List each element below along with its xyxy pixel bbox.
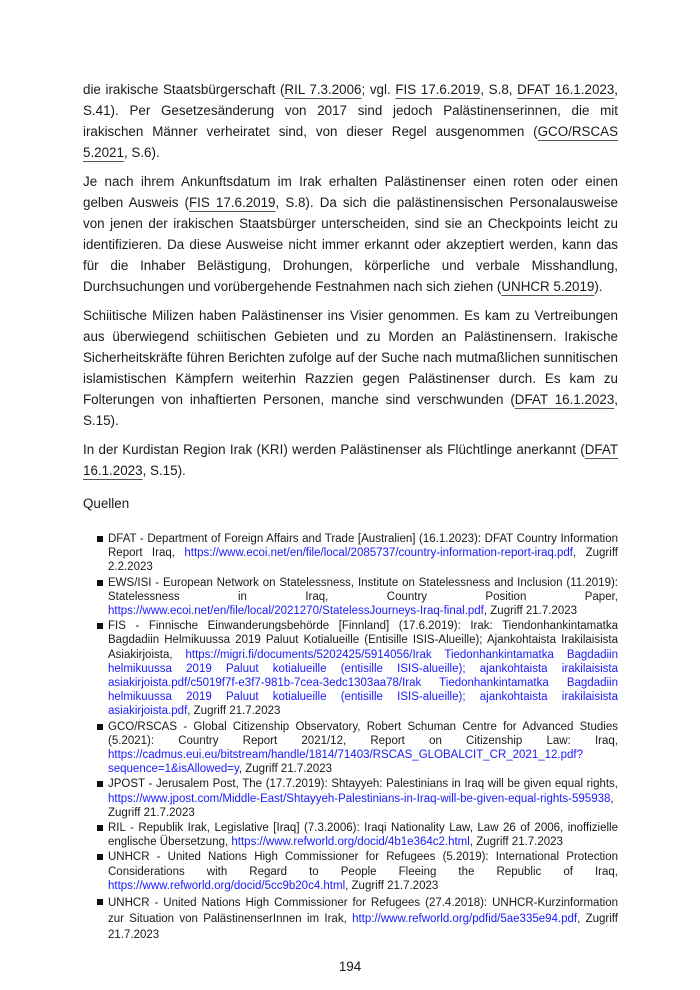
bullet-icon xyxy=(97,580,103,586)
text-segment: , Zugriff 21.7.2023 xyxy=(469,836,563,849)
source-url-link[interactable]: https://migri.fi/documents/5202425/5914056/Irak Tiedonhankintamatka Bagdadiin helmikuussa 2019 Paluut kotialueille (entisille ISIS-alueille); ajankohtaista irakilaisista asiakirjoista.pdf/c5019f7f-e3f7-981b-7cea-3edc1303aa78/Irak Tiedonhankintamatka Bagdadiin helmikuussa 2019 Paluut kotialueille (entisille ISIS-alueille); ajankohtaista irakilaisista asiakirjoista.pdf xyxy=(108,648,618,718)
text-segment: , Zugriff 21.7.2023 xyxy=(238,763,332,776)
source-url-link[interactable]: https://www.refworld.org/docid/5cc9b20c4.html xyxy=(108,879,346,892)
source-item xyxy=(108,720,618,777)
text-segment: , Zugriff 21.7.2023 xyxy=(345,879,439,892)
text-segment: JPOST - Jerusalem Post, The (17.7.2019): Shtayyeh: Palestinians in Iraq will be given equal rights, xyxy=(108,778,618,791)
text-segment: , S.6). xyxy=(123,145,160,160)
text-segment: DFAT - Department of Foreign Affairs and Trade [Australien] (16.1.2023): DFAT Country Information Report Iraq, xyxy=(108,533,618,560)
source-item xyxy=(108,850,618,893)
text-segment: , Zugriff 2.2.2023 xyxy=(108,547,619,574)
source-item xyxy=(108,576,618,619)
sources-list xyxy=(83,532,618,943)
body-text xyxy=(83,79,618,481)
source-url-link[interactable]: https://www.jpost.com/Middle-East/Shtayyeh-Palestinians-in-Iraq-will-be-given-equal-rights-595938 xyxy=(108,792,611,805)
bullet-icon xyxy=(97,781,103,787)
paragraph xyxy=(83,439,618,481)
source-url-link[interactable]: https://cadmus.eui.eu/bitstream/handle/1814/71403/RSCAS_GLOBALCIT_CR_2021_12.pdf?sequence=1&isAllowed=y xyxy=(108,749,583,776)
text-segment: , Zugriff 21.7.2023 xyxy=(483,605,578,618)
text-segment: , S.15). xyxy=(142,463,186,478)
text-segment: FIS - Finnische Einwanderungsbehörde [Finnland] (17.6.2019): Irak: Tiendonhankintamatka Bagdadiin Helmikuussa 2019 Paluut Kotialueille (Entisille ISIS-Alueille); Ajankohtaista Irakilaisista Asiakirjoista, xyxy=(108,620,618,661)
paragraph xyxy=(83,79,618,163)
citation-link[interactable]: GCO/RSCAS 5.2021 xyxy=(83,124,618,160)
source-url-link[interactable]: https://www.ecoi.net/en/file/local/2085737/country-information-report-iraq.pdf xyxy=(184,547,574,560)
paragraph xyxy=(83,171,618,297)
text-segment: , S.41). Per Gesetzesänderung von 2017 sind jedoch Palästinenserinnen, die mit irakischen Männer verheiratet sind, von dieser Regel ausgenommen ( xyxy=(83,82,619,139)
page-content xyxy=(83,79,618,944)
text-segment: Je nach ihrem Ankunftsdatum im Irak erhalten Palästinenser einen roten oder einen gelben Ausweis ( xyxy=(83,174,618,210)
text-segment: GCO/RSCAS - Global Citizenship Observatory, Robert Schuman Centre for Advanced Studies (5.2021): Country Report 2021/12, Report on Citizenship Law: Iraq, xyxy=(108,720,618,747)
sources-heading: Quellen xyxy=(83,496,130,511)
text-segment: ; vgl. xyxy=(361,82,396,97)
source-item xyxy=(108,777,618,820)
text-segment: Schiitische Milizen haben Palästinenser ins Visier genommen. Es kam zu Vertreibungen aus überwiegend schiitischen Gebieten und zu Morden an Palästinensern. Irakische Sicherheitskräfte führen Berichten zufolge auf der Suche nach mutmaßlichen sunnitischen islamistischen Kämpfern weiterhin Razzien gegen Palästinenser durch. Es kam zu Folterungen von inhaftierten Personen, manche sind verschwunden ( xyxy=(83,308,618,407)
text-segment: , S.8). Da sich die palästinensischen Personalausweise von jenen der irakischen Staatsbürger unterscheiden, sind sie an Checkpoints leicht zu identifizieren. Da diese Ausweise nicht immer erkannt oder akzeptiert werden, kann das für die Inhaber Belästigung, Drohungen, körperliche und verbale Misshandlung, Durchsuchungen und vorübergehende Festnahmen nach sich ziehen ( xyxy=(83,195,619,294)
citation-link[interactable]: DFAT 16.1.2023 xyxy=(514,392,615,407)
text-segment: RIL - Republik Irak, Legislative [Iraq] (7.3.2006): Iraqi Nationality Law, Law 26 of 2006, inoffizielle englische Übersetzung, xyxy=(108,822,618,849)
text-segment: In der Kurdistan Region Irak (KRI) werden Palästinenser als Flüchtlinge anerkannt ( xyxy=(83,442,585,457)
source-item xyxy=(108,619,618,718)
citation-link[interactable]: FIS 17.6.2019 xyxy=(189,195,276,210)
text-segment: , Zugriff 21.7.2023 xyxy=(187,705,281,718)
page-number: 194 xyxy=(338,959,362,974)
text-segment: , S.15). xyxy=(83,392,619,428)
bullet-icon xyxy=(97,854,103,860)
bullet-icon xyxy=(97,536,103,542)
citation-link[interactable]: FIS 17.6.2019 xyxy=(395,82,481,97)
source-url-link[interactable]: https://www.ecoi.net/en/file/local/2021270/StatelessJourneys-Iraq-final.pdf xyxy=(108,605,484,618)
text-segment: , Zugriff 21.7.2023 xyxy=(108,913,618,942)
text-segment: die irakische Staatsbürgerschaft ( xyxy=(83,82,285,97)
bullet-icon xyxy=(97,899,103,905)
citation-link[interactable]: DFAT 16.1.2023 xyxy=(517,82,615,97)
text-segment: UNHCR - United Nations High Commissioner for Refugees (27.4.2018): UNHCR-Kurzinformation zur Situation von PalästinenserInnen im Irak, xyxy=(108,897,618,926)
citation-link[interactable]: UNHCR 5.2019 xyxy=(501,279,595,294)
text-segment: UNHCR - United Nations High Commissioner for Refugees (5.2019): International Protection Considerations with Regard to People Fleeing the Republic of Iraq, xyxy=(108,851,618,878)
text-segment: ). xyxy=(594,279,603,294)
citation-link[interactable]: RIL 7.3.2006 xyxy=(284,82,362,97)
bullet-icon xyxy=(97,825,103,831)
paragraph xyxy=(83,305,618,431)
citation-link[interactable]: DFAT 16.1.2023 xyxy=(83,442,618,478)
text-segment: , S.8, xyxy=(480,82,518,97)
source-item xyxy=(108,895,618,943)
bullet-icon xyxy=(97,623,103,629)
bullet-icon xyxy=(97,724,103,730)
source-item xyxy=(108,821,618,849)
source-url-link[interactable]: https://www.refworld.org/docid/4b1e364c2.html xyxy=(231,836,470,849)
source-item xyxy=(108,532,618,575)
source-url-link[interactable]: http://www.refworld.org/pdfid/5ae335e94.pdf xyxy=(352,913,578,926)
text-segment: EWS/ISI - European Network on Statelessness, Institute on Statelessness and Inclusion (11.2019): Statelessness in Iraq, Country Position Paper, xyxy=(108,576,618,603)
text-segment: , Zugriff 21.7.2023 xyxy=(108,792,614,819)
